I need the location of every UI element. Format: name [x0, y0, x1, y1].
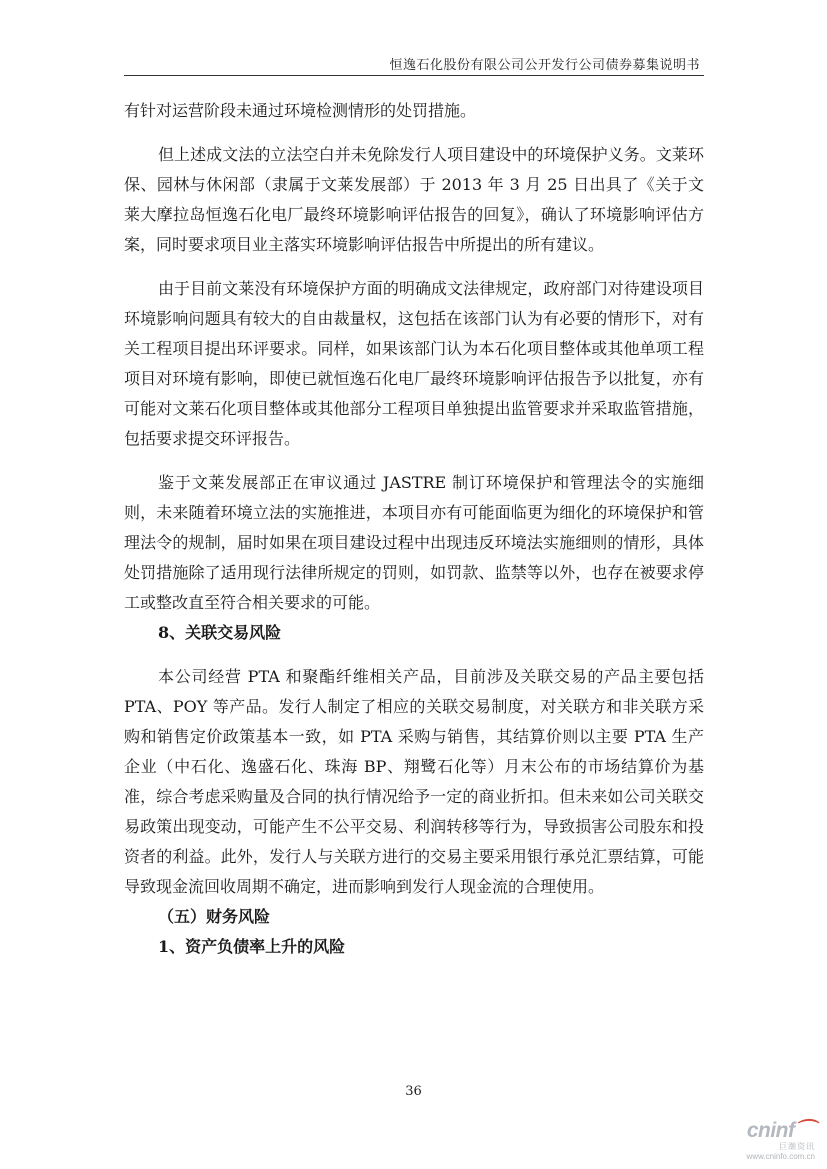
page-number: 36	[405, 1084, 422, 1099]
paragraph-3: 由于目前文莱没有环境保护方面的明确成文法律规定，政府部门对待建设项目环境影响问题具有较大的自由裁量权，这包括在该部门认为有必要的情形下，对有关工程项目提出环评要求。同样，如果该部门认为本石化项目整体或其他单项工程项目对环境有影响，即使已就恒逸石化电厂最终环境影响评估报告予以批复，亦有可能对文莱石化项目整体或其他部分工程项目单独提出监管要求并采取监管措施，包括要求提交环评报告。	[124, 279, 704, 448]
paragraph-4: 鉴于文莱发展部正在审议通过 JASTRE 制订环境保护和管理法令的实施细则，未来随着环境立法的实施推进，本项目亦有可能面临更为细化的环境保护和管理法令的规制，届时如果在项目建设过程中出现违反环境法实施细则的情形，具体处罚措施除了适用现行法律所规定的罚则，如罚款、监禁等以外，也存在被要求停工或整改直至符合相关要求的可能。	[124, 473, 704, 612]
header-title: 恒逸石化股份有限公司公开发行公司债券募集说明书	[389, 58, 700, 73]
paragraph-5: 本公司经营 PTA 和聚酯纤维相关产品，目前涉及关联交易的产品主要包括 PTA、POY 等产品。发行人制定了相应的关联交易制度，对关联方和非关联方采购和销售定价政策基本一致，如 PTA 采购与销售，其结算价则以主要 PTA 生产企业（中石化、逸盛石化、珠海 BP、翔鹭石化等）月末公布的市场结算价为基准，综合考虑采购量及合同的执行情况给予一定的商业折扣。但未来如公司关联交易政策出现变动，可能产生不公平交易、利润转移等行为，导致损害公司股东和投资者的利益。此外，发行人与关联方进行的交易主要采用银行承兑汇票结算，可能导致现金流回收周期不确定，进而影响到发行人现金流的合理使用。	[124, 667, 704, 896]
section-heading-financial-risk: （五）财务风险	[158, 907, 271, 926]
paragraph-2: 但上述成文法的立法空白并未免除发行人项目建设中的环境保护义务。文莱环保、园林与休闲部（隶属于文莱发展部）于 2013 年 3 月 25 日出具了《关于文莱大摩拉岛恒逸石化电厂最终环境影响评估报告的回复》，确认了环境影响评估方案，同时要求项目业主落实环境影响评估报告中所提出的所有建议。	[124, 145, 704, 254]
cninfo-logo: cninf⌒	[746, 1119, 815, 1142]
header-rule	[124, 75, 704, 76]
section-heading-related-transactions: 8、关联交易风险	[158, 623, 282, 642]
cninfo-logo-cn: 巨潮资讯	[779, 1142, 815, 1151]
section-heading-debt-ratio: 1、资产负债率上升的风险	[158, 937, 346, 956]
cninfo-watermark	[735, 1114, 815, 1161]
cninfo-url: www.cninfo.com.cn	[746, 1152, 815, 1161]
document-body	[124, 96, 704, 962]
paragraph-1: 有针对运营阶段未通过环境检测情形的处罚措施。	[124, 101, 477, 120]
